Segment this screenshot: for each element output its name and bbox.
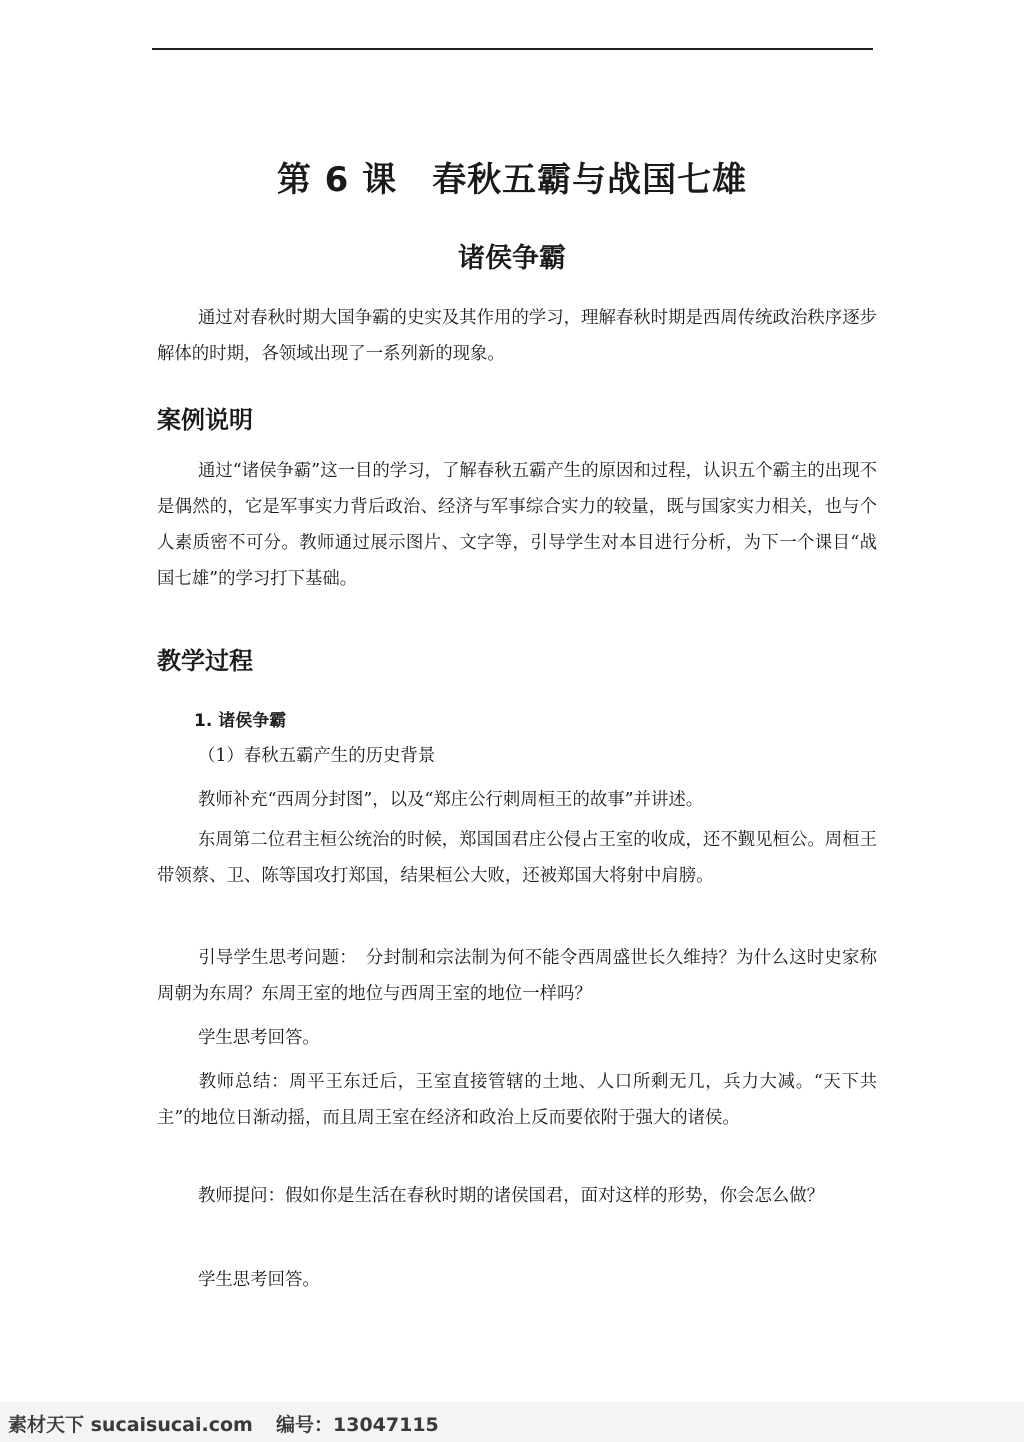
p5-paragraph [157,1064,877,1136]
p4-paragraph [157,1020,877,1056]
p3-text: 引导学生思考问题： 分封制和宗法制为何不能令西周盛世长久维持？为什么这时史家称周朝为东周？东周王室的地位与西周王室的地位一样吗？ [157,948,877,1004]
watermark-site: 素材天下 sucaisucai.com [8,1414,253,1436]
p5-text: 教师总结：周平王东迁后，王室直接管辖的土地、人口所剩无几，兵力大减。“天下共主”的地位日渐动摇，而且周王室在经济和政治上反而要依附于强大的诸侯。 [157,1072,877,1128]
p2-paragraph [157,822,877,894]
p6-text: 教师提问：假如你是生活在春秋时期的诸侯国君，面对这样的形势，你会怎么做？ [198,1186,825,1206]
watermark-bar [0,1402,1024,1442]
p3-paragraph [157,940,877,1012]
p1-text: 教师补充“西周分封图”，以及“郑庄公行刺周桓王的故事”并讲述。 [198,790,704,810]
case-text: 通过“诸侯争霸”这一目的学习，了解春秋五霸产生的原因和过程，认识五个霸主的出现不是偶然的，它是军事实力背后政治、经济与军事综合实力的较量，既与国家实力相关，也与个人素质密不可分。教师通过展示图片、文字等，引导学生对本目进行分析，为下一个课目“战国七雄”的学习打下基础。 [157,461,877,589]
p2-text: 东周第二位君主桓公统治的时候，郑国国君庄公侵占王室的收成，还不觐见桓公。周桓王带领蔡、卫、陈等国攻打郑国，结果桓公大败，还被郑国大将射中肩膀。 [157,830,877,886]
process-heading: 教学过程 [157,647,253,675]
header-rule [152,48,873,50]
p1-paragraph [157,782,877,818]
lesson-title: 第 6 课 春秋五霸与战国七雄 [276,160,748,200]
p4-text: 学生思考回答。 [198,1028,320,1048]
case-paragraph [157,453,877,597]
intro-text: 通过对春秋时期大国争霸的史实及其作用的学习，理解春秋时期是西周传统政治秩序逐步解体的时期，各领域出现了一系列新的现象。 [157,308,877,364]
p6-paragraph [157,1178,877,1214]
lesson-subtitle: 诸侯争霸 [458,243,566,274]
intro-paragraph [157,300,877,372]
p7-paragraph [157,1262,877,1298]
p7-text: 学生思考回答。 [198,1270,320,1290]
case-heading: 案例说明 [157,406,253,434]
item-1-paragraph [157,738,877,774]
item-1-text: （1）春秋五霸产生的历史背景 [198,746,436,766]
watermark-id: 编号：13047115 [276,1414,439,1436]
sub-heading: 1. 诸侯争霸 [194,711,287,731]
